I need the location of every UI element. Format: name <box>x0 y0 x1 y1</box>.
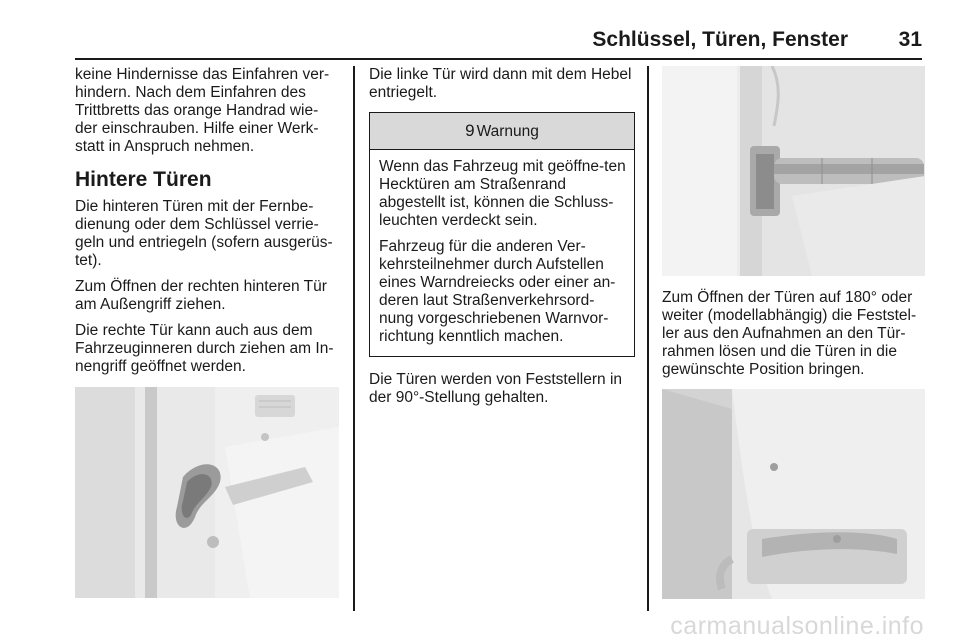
paragraph: Die Türen werden von Feststellern in der 90°-Stellung gehalten. <box>369 371 623 406</box>
watermark: carmanualsonline.info <box>670 612 924 640</box>
page-number: 31 <box>898 28 922 51</box>
paragraph: Zum Öffnen der Türen auf 180° oder weiter (modellabhängig) die Feststel-ler aus den Aufnahmen an den Tür-rahmen lösen und die Türen in die gewünschte Position bringen. <box>662 289 917 378</box>
column-divider-2 <box>647 66 649 611</box>
warning-triangle-icon: 9 <box>465 121 475 140</box>
warning-paragraph: Wenn das Fahrzeug mit geöffne-ten Hecktüren am Straßenrand abgestellt ist, können die Schluss-leuchten verdeckt sein. <box>379 158 626 229</box>
section-title: Schlüssel, Türen, Fenster <box>592 28 848 51</box>
column-1 <box>75 66 340 384</box>
header-rule <box>75 58 922 60</box>
column-divider-1 <box>353 66 355 611</box>
paragraph: Die rechte Tür kann auch aus dem Fahrzeuginneren durch ziehen am In-nengriff geöffnet werden. <box>75 322 334 375</box>
column-2 <box>369 66 635 415</box>
column-3 <box>662 289 924 387</box>
door-stopper-photo <box>662 66 925 276</box>
paragraph: Die hinteren Türen mit der Fernbe-dienung oder dem Schlüssel verrie-geln und entriegeln (sofern ausgerüs-tet). <box>75 198 333 269</box>
door-handle-photo <box>75 387 339 598</box>
paragraph: Zum Öffnen der rechten hinteren Tür am Außengriff ziehen. <box>75 278 327 313</box>
warning-box <box>369 112 635 357</box>
paragraph: Die linke Tür wird dann mit dem Hebel entriegelt. <box>369 66 632 101</box>
section-heading: Hintere Türen <box>75 168 212 191</box>
door-panel-photo <box>662 389 925 599</box>
warning-header <box>370 113 634 150</box>
paragraph: keine Hindernisse das Einfahren ver-hindern. Nach dem Einfahren des Trittbretts das orange Handrad wie-der einschrauben. Hilfe einer Werk-statt in Anspruch nehmen. <box>75 66 330 155</box>
warning-title: Warnung <box>476 123 539 140</box>
warning-paragraph: Fahrzeug für die anderen Ver-kehrsteilnehmer durch Aufstellen eines Warndreiecks oder einer an-deren laut Straßenverkehrsord-nung vorgeschriebenen Warnvor-richtung kenntlich machen. <box>379 238 616 345</box>
warning-body <box>370 150 634 356</box>
